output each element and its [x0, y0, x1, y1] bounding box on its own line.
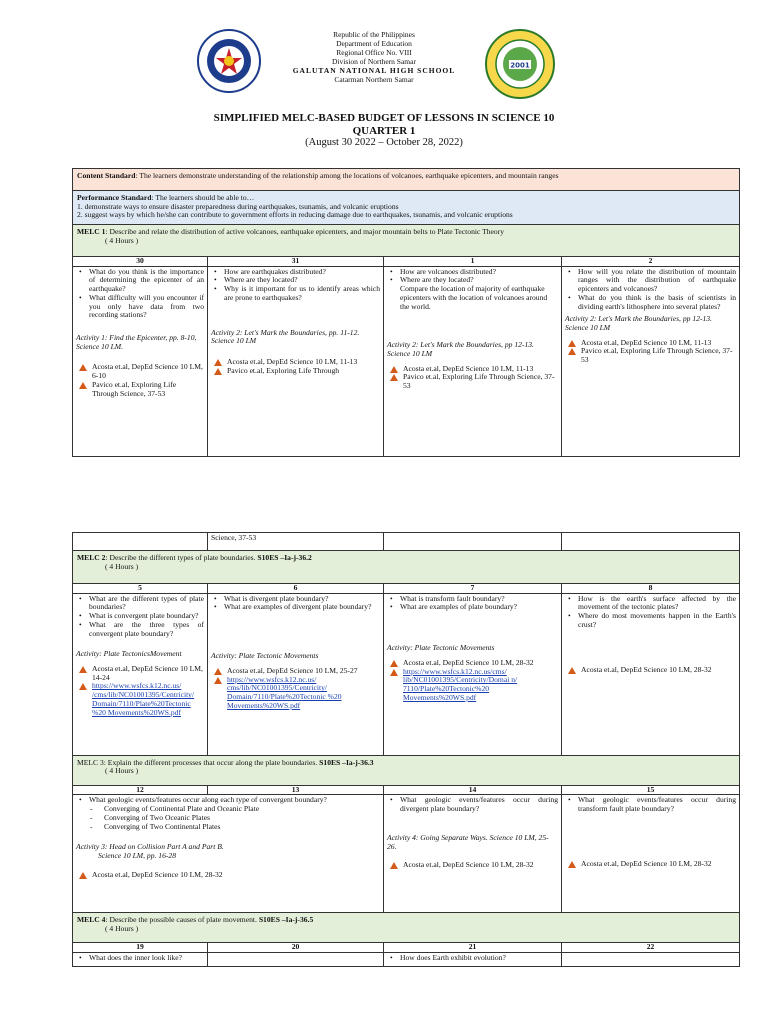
lesson-table-page1 [72, 168, 740, 457]
quarter-title: QUARTER 1 [352, 124, 416, 137]
day-cell: • What is transform fault boundary? • What are examples of plate boundary? Activity: Plate Tectonic Movements Acosta et.al, DepEd Science 10 LM, 28-32 https://www.wsfcs.k12.nc.us/cms/ lib/NC01001395/Centricity/Domai n/ 7110/Plate%20Tectonic%20 Movements%20WS.pdf [384, 593, 562, 755]
day-cell: • What geologic events/features occur during transform fault plate boundary? Acosta et.al, DepEd Science 10 LM, 28-32 [562, 795, 740, 913]
letterhead [0, 22, 768, 102]
day-cell: • How is the earth's surface affected by the movement of the tectonic plates? • Where do most movements happen in the Earth's crust? Acosta et.al, DepEd Science 10 LM, 28-32 [562, 593, 740, 755]
day-cell: • How are earthquakes distributed? • Where are they located? • Why is it important for us to identify areas which are prone to earthquakes? Activity 2: Let's Mark the Boundaries, pp. 11-12. Science 10 LM Acosta et.al, DepEd Science 10 LM, 11-13 Pavico et.al, Exploring Life Through [208, 266, 384, 456]
day-number: 30 [73, 257, 208, 267]
melc4-header: MELC 4: Describe the possible causes of plate movement. S10ES –Ia-j-36.5 ( 4 Hours ) [73, 913, 740, 943]
doc-title: SIMPLIFIED MELC-BASED BUDGET OF LESSONS IN SCIENCE 10 [213, 112, 555, 124]
date-range: (August 30 2022 – October 28, 2022) [305, 137, 463, 149]
header-line-2: Department of Education [336, 39, 412, 48]
header-line-1: Republic of the Philippines [333, 30, 415, 39]
day-number: 7 [384, 584, 562, 594]
content-standard: Content Standard: The learners demonstrate understanding of the relationship among the locations of volcanoes, earthquake epicenters, and mountain ranges [73, 169, 740, 191]
day-number: 19 [73, 943, 208, 953]
lesson-table-page2 [72, 532, 740, 967]
day-cell: • What geologic events/features occur during divergent plate boundary? Activity 4: Going Separate Ways. Science 10 LM, 25-26. Acosta et.al, DepEd Science 10 LM, 28-32 [384, 795, 562, 913]
day-cell: • How does Earth exhibit evolution? [384, 953, 562, 967]
day-cell: • What do you think is the importance of determining the epicenter of an earthquake? • What difficulty will you encounter if you only have data from two recording stations? Activity 1: Find the Epicenter, pp. 8-10, Science 10 LM. Acosta et.al, DepEd Science 10 LM, 6-10 Pavico et.al, Exploring Life Through Science, 37-53 [73, 266, 208, 456]
header-line-4: Division of Northern Samar [332, 57, 416, 66]
day-number: 21 [384, 943, 562, 953]
header-line-3: Regional Office No. VIII [336, 48, 412, 57]
day-number: 31 [208, 257, 384, 267]
day-number: 1 [384, 257, 562, 267]
school-location: Catarman Northern Samar [334, 75, 414, 84]
day-cell [208, 953, 384, 967]
seal-year: 2001 [510, 61, 530, 70]
continuation-text: Science, 37-53 [208, 533, 384, 551]
melc1-header: MELC 1: Describe and relate the distribution of active volcanoes, earthquake epicenters, and major mountain belts to Plate Tectonic Theory ( 4 Hours ) [73, 225, 740, 257]
worksheet-link[interactable]: https://www.wsfcs.k12.nc.us/cms/ lib/NC01001395/Centricity/Domai n/ 7110/Plate%20Tectonic%20 Movements%20WS.pdf [403, 666, 518, 702]
melc2-header: MELC 2: Describe the different types of plate boundaries. S10ES –Ia-j-36.2 ( 4 Hours ) [73, 551, 740, 584]
day-number: 13 [208, 785, 384, 795]
worksheet-link[interactable]: https://www.wsfcs.k12.nc.us/ cms/lib/NC01001395/Centricity/ Domain/7110/Plate%20Tectonic %20 Movements%20WS.pdf [227, 674, 342, 710]
day-number: 5 [73, 584, 208, 594]
title-block [0, 112, 768, 149]
day-number: 6 [208, 584, 384, 594]
day-cell [562, 953, 740, 967]
day-cell: • What does the inner look like? [73, 953, 208, 967]
day-number: 15 [562, 785, 740, 795]
school-seal-icon [484, 28, 556, 100]
worksheet-link[interactable]: https://www.wsfcs.k12.nc.us/ /cms/lib/NC01001395/Centricity/ Domain/7110/Plate%20Tectonic %20 Movements%20WS.pdf [92, 681, 195, 717]
day-number: 20 [208, 943, 384, 953]
day-cell: • What are the different types of plate boundaries? • What is convergent plate boundary? • What are the three types of convergent plate boundary? Activity: Plate TectonicsMovement Acosta et.al, DepEd Science 10 LM, 14-24 https://www.wsfcs.k12.nc.us/ /cms/lib/NC01001395/Centricity/ Domain/7110/Plate%20Tectonic %20 Movements%20WS.pdf [73, 593, 208, 755]
day-number: 8 [562, 584, 740, 594]
performance-standard: Performance Standard: The learners should be able to… 1. demonstrate ways to ensure disaster preparedness during earthquakes, tsunamis, and volcanic eruptions 2. suggest ways by which he/she can contribute to government efforts in reducing damage due to earthquakes, tsunamis, and volcanic eruptions [73, 191, 740, 225]
deped-seal-icon [196, 28, 262, 94]
day-cell: • What is divergent plate boundary? • What are examples of divergent plate boundary? Activity: Plate Tectonic Movements Acosta et.al, DepEd Science 10 LM, 25-27 https://www.wsfcs.k12.nc.us/ cms/lib/NC01001395/Centricity/ Domain/7110/Plate%20Tectonic %20 Movements%20WS.pdf [208, 593, 384, 755]
melc3-header: MELC 3: Explain the different processes that occur along the plate boundaries. S10ES –Ia-j-36.3 ( 4 Hours ) [73, 755, 740, 785]
day-number: 22 [562, 943, 740, 953]
day-number: 2 [562, 257, 740, 267]
day-number: 14 [384, 785, 562, 795]
school-name: GALUTAN NATIONAL HIGH SCHOOL [292, 66, 456, 75]
day-cell: • What geologic events/features occur along each type of convergent boundary? - Converging of Continental Plate and Oceanic Plate - Converging of Two Oceanic Plates - Converging of Two Continental Plates Activity 3: Head on Collision Part A and Part B. Science 10 LM, pp. 16-28 Acosta et.al, DepEd Science 10 LM, 28-32 [73, 795, 384, 913]
day-cell: • How are volcanoes distributed? • Where are they located? Compare the location of majority of earthquake epicenters with the location of volcanoes around the world. Activity 2: Let's Mark the Boundaries, pp 12-13. Science 10 LM Acosta et.al, DepEd Science 10 LM, 11-13 Pavico et.al, Exploring Life Through Science, 37-53 [384, 266, 562, 456]
day-number: 12 [73, 785, 208, 795]
day-cell: • How will you relate the distribution of mountain ranges with the distribution of earthquake epicenters and volcanoes? • What do you think is the basis of scientists in dividing earth's lithosphere into several plates? Activity 2: Let's Mark the Boundaries, pp 12-13. Science 10 LM Acosta et.al, DepEd Science 10 LM, 11-13 Pavico et.al, Exploring Life Through Science, 37-53 [562, 266, 740, 456]
